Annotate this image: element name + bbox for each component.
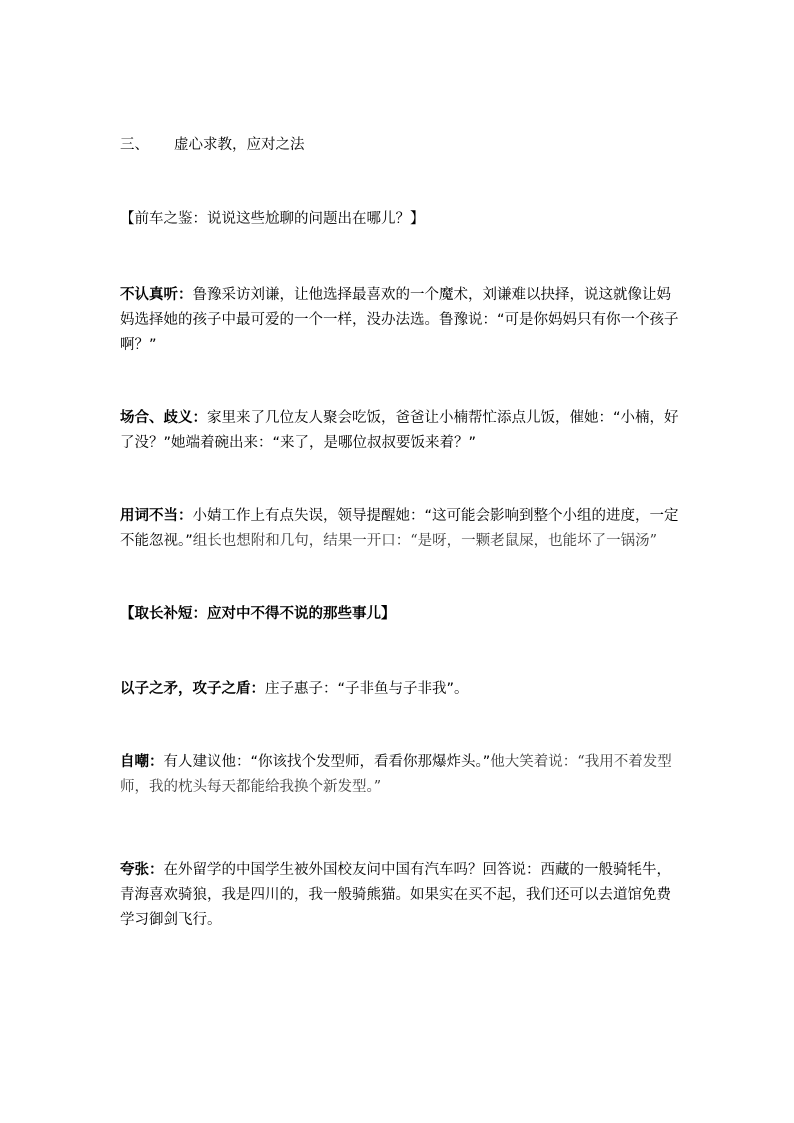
paragraph-label: 场合、歧义：: [120, 410, 207, 426]
paragraph-label: 不认真听：: [120, 287, 193, 303]
paragraph-text: 家里来了几位友人聚会吃饭，爸爸让小楠帮忙添点儿饭，催她：“小楠，好了没？”她端着碗出来：“来了，是哪位叔叔要饭来着？”: [120, 410, 679, 451]
section-heading: [120, 133, 680, 158]
paragraph-text-continued: 组长也想附和几句，结果一开口：“是呀，一颗老鼠屎，也能坏了一锅汤”: [192, 533, 658, 549]
paragraph-text: 鲁豫采访刘谦，让他选择最喜欢的一个魔术，刘谦难以抉择，说这就像让妈妈选择她的孩子中最可爱的一个一样，没办法选。鲁豫说：“可是你妈妈只有你一个孩子啊？”: [120, 287, 679, 353]
paragraph-counter-argument: [120, 677, 680, 702]
paragraph-text: 在外留学的中国学生被外国校友问中国有汽车吗？回答说：西藏的一般骑牦牛，青海喜欢骑狼，我是四川的，我一般骑熊猫。如果实在买不起，我们还可以去道馆免费学习御剑飞行。: [120, 862, 671, 928]
paragraph-self-mockery: [120, 750, 680, 800]
paragraph-not-listening: [120, 283, 680, 358]
paragraph-label: 自嘲：: [120, 754, 164, 770]
paragraph-text: 有人建议他：“你该找个发型师，看看你那爆炸头。”: [163, 754, 491, 770]
paragraph-label: 用词不当：: [120, 508, 193, 524]
paragraph-text: 庄子惠子：“子非鱼与子非我”。: [265, 681, 469, 697]
paragraph-text: 小婧工作上有点失误，领导提醒她：“这可能会影响到整个小组的进度，一定不能忽视。”: [120, 508, 679, 549]
paragraph-label: 以子之矛，攻子之盾：: [120, 681, 265, 697]
paragraph-text-continued: 他大笑着说：“我用不着发型师，我的枕头每天都能给我换个新发型。”: [120, 754, 672, 795]
paragraph-label: 夸张：: [120, 862, 164, 878]
part2-header: 【取长补短：应对中不得不说的那些事儿】: [120, 606, 396, 622]
section-title: 虚心求教，应对之法: [174, 137, 305, 153]
paragraph-wrong-words: [120, 504, 680, 554]
part1-header: 【前车之鉴：说说这些尬聊的问题出在哪儿？】: [120, 211, 425, 227]
paragraph-ambiguity: [120, 406, 680, 456]
section-number: 三、: [120, 137, 149, 153]
paragraph-exaggeration: [120, 858, 680, 933]
